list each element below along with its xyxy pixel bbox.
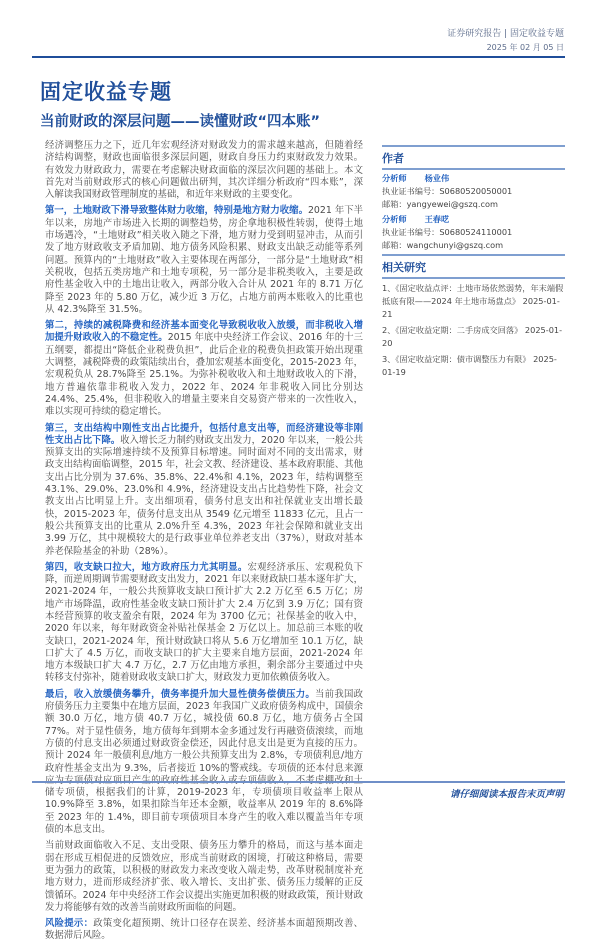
paragraph-lead: 风险提示： <box>45 918 94 930</box>
related-research-item[interactable]: 3、《固定收益定期：债市调整压力有限》 2025-01-19 <box>382 354 557 377</box>
author-email[interactable]: wangchunyi@gszq.com <box>406 240 504 250</box>
paragraph-lead: 第四，收支缺口拉大，地方政府压力尤其明显。 <box>45 561 248 573</box>
author-name: 杨业伟 <box>424 173 450 183</box>
license-number: S0680524110001 <box>439 227 513 237</box>
paragraph: 第三，支出结构中刚性支出占比提升，包括付息支出等，而经济建设等非刚性支出占比下降。收入增长乏力制约财政支出发力，2020 年以来，一般公共预算支出的实际增速持续不及预算目标增速。同时面对不同的支出需求，财政支出结构面临调整，2015 年，社会文教、经济建设、基本政府职能、其他支出占比分别为 37.6%、35.8%、22.4%和 4.1%，2023 年，结构调整至 43.1%、29.0%、23.0%和 4.9%，经济建设支出占比趋势性下降，社会文教支出占比明显上升。支出细项看，债务付息支出和社保就业支出增长最快，2015-2023 年，债务付息支出从 3549 亿元增至 11833 亿元，且占一般公共预算支出的比重从 2.0%升至 4.3%，2023 年社会保障和就业支出 3.99 万亿，其中规模较大的是行政事业单位养老支出（37%），财政对基本养老保险基金的补助（28%）。 <box>45 422 363 557</box>
sidebar <box>382 145 565 379</box>
paragraph: 第二，持续的减税降费和经济基本面变化导致税收收入放缓，而非税收入增加提升财政收入的不稳定性。2015 年底中央经济工作会议、2016 年的十三五纲要，都提出“降低企业税费负担”，此后企业的税费负担政策开始出现重大调整，减税降费的政策陆续出台，叠加宏观基本面变化，2015-2023 年，宏观税负从 28.7%降至 25.1%。为弥补税收收入和土地财政收入的下滑，地方普遍依靠非税收入发力，2022 年、2024 年非税收入同比分别达 24.4%、25.4%，但非税收入的增量主要来自交易资产带来的一次性收入，难以实现可持续的稳定增长。 <box>45 320 363 418</box>
page-subtitle: 当前财政的深层问题——读懂财政“四本账” <box>40 114 321 130</box>
related-research-item[interactable]: 2、《固定收益定期：二手房成交回落》 2025-01-20 <box>382 325 563 348</box>
report-header <box>447 28 564 54</box>
paragraph-lead: 第三，支出结构中刚性支出占比提升，包括付息支出等，而经济建设等非刚性支出占比下降。 <box>45 422 363 446</box>
author-email[interactable]: yangyewei@gszq.com <box>406 199 498 209</box>
report-body <box>45 140 363 947</box>
author-name: 王春呓 <box>424 214 450 224</box>
license-number: S0680520050001 <box>439 186 513 196</box>
related-research-item[interactable]: 1、《固定收益点评：土地市场依然弱势，年末端假抵底有限——2024 年土地市场盘点》 2025-01-21 <box>382 283 564 319</box>
footer-divider <box>32 781 565 783</box>
footer-disclaimer: 请仔细阅读本报告末页声明 <box>449 789 564 800</box>
paragraph: 第四，收支缺口拉大，地方政府压力尤其明显。宏观经济承压、宏观税负下降，而逆周期调节需要财政支出发力，2021 年以来财政缺口基本逐年扩大，2021-2024 年，一般公共预算收支缺口预计扩大 2.2 万亿至 6.5 万亿；房地产市场降温，政府性基金收支缺口预计扩大 2.4 万亿到 3.9 万亿；国有资本经营预算的收支盈余有限，2024 年为 3700 亿元；社保基金的收入中，2020 年以来，每年财政资金补贴社保基金 2 万亿以上。加总前三本账的收支缺口，2021-2024 年，预计财政缺口将从 5.6 万亿增加至 10.1 万亿，缺口扩大了 4.5 万亿，而收支缺口的扩大主要来自地方层面，2021-2024 年地方本级缺口扩大 4.7 万亿，2.7 万亿由地方承担，剩余部分主要通过中央转移支付弥补，随着财政收支缺口扩大，财政发力更加依赖债务收入。 <box>45 561 363 684</box>
authors-heading: 作者 <box>382 152 404 165</box>
paragraph-lead: 最后，收入放缓债务攀升，债务率提升加大显性债务偿债压力。 <box>45 688 316 700</box>
report-date: 2025 年 02 月 05 日 <box>486 43 564 52</box>
header-divider <box>32 56 565 58</box>
paragraph: 当前财政面临收入不足、支出受限、债务压力攀升的格局，而这与基本面走弱在形成互相促进的反馈效应，形成当前财政的困境，打破这种格局，需要更为强力的政策，以积极的财政发力来改变收入端走势，改革财税制度补充地方财力，进而形成经济扩张、收入增长、支出扩张、债务压力缓解的正反馈循环。2024 年中央经济工作会议提出实施更加积极的财政政策，预计财政发力将能够有效的改善当前财政所面临的问题。 <box>45 840 363 913</box>
report-category: 证券研究报告 | 固定收益专题 <box>447 29 564 39</box>
author-block: 分析师 杨业伟 执业证书编号：S0680520050001 邮箱：yangyewei@gszq.com <box>382 173 513 209</box>
risk-warning: 风险提示：政策变化超预期、统计口径存在误差、经济基本面超预期改善、数据滞后风险。 <box>45 918 363 942</box>
paragraph-lead: 第二，持续的减税降费和经济基本面变化导致税收收入放缓，而非税收入增加提升财政收入的不稳定性。 <box>45 320 363 344</box>
paragraph: 第一，土地财政下滑导致整体财力收缩，特别是地方财力收缩。2021 年下半年以来，房地产市场进入长期的调整趋势，房企拿地积极性转弱，使得土地市场遇冷，“土地财政”相关收入随之下滑，地方财力受到明显冲击，从而引发了地方财政收支矛盾加剧、地方债务风险积累、财政支出缺乏动能等系列问题。预算内的“土地财政”收入主要体现在两部分，一部分是“土地财政”相关税收，包括五类房地产和土地专项税，另一部分是非税类收入，主要是政府性基金收入中的土地出让收入，两部分收入合计从 2021 年的 8.71 万亿降至 2023 年的 5.80 万亿，减少近 3 万亿，占地方前两本账收入的比重也从 42.3%降至 31.5%。 <box>45 205 363 315</box>
paragraph: 最后，收入放缓债务攀升，债务率提升加大显性债务偿债压力。当前我国政府债务压力主要集中在地方层面，2023 年我国广义政府债务构成中，国债余额 30.0 万亿，地方债 40.7 万亿，城投债 60.8 万亿，地方债务占全国 77%。对于显性债务，地方债每年到期本金多通过发行再融资债滚续，而地方债的付息支出必须通过财政资金偿还，因此付息支出是更为直接的压力。预计 2024 年一般债利息/地方一般公共预算支出为 2.8%，专项债利息/地方政府性基金支出为 9.3%，后者接近 10%的警戒线。专项债的还本付息来源 储专项债，根据我们的计算，2019-2023 年，专项债项目收益率上限从 10.9%降至 3.8%，如果扣除当年还本金额，收益率从 2019 年的 8.6%降至 2023 年的 1.4%，即目前专项债项目本身产生的收入难以覆盖当年专项债的本息支出。 <box>45 688 363 836</box>
author-block: 分析师 王春呓 执业证书编号：S0680524110001 邮箱：wangchunyi@gszq.com <box>382 214 513 250</box>
related-research-heading: 相关研究 <box>382 261 426 274</box>
paragraph-lead: 第一，土地财政下滑导致整体财力收缩，特别是地方财力收缩。 <box>45 205 308 217</box>
page-title: 固定收益专题 <box>40 80 172 104</box>
paragraph: 经济调整压力之下，近几年宏观经济对财政发力的需求越来越高，但随着经济结构调整，财政也面临很多深层问题，财政自身压力约束财政发力效果。有效发力财政政力，需要在考虑解决财政面临的深层次问题的基础上。本文首先对当前财政形式的核心问题做出研判，其次详细分析政府“四本账”，深入解读我国财政管理制度的基础，和近年来财政的主要变化。 <box>45 140 363 201</box>
